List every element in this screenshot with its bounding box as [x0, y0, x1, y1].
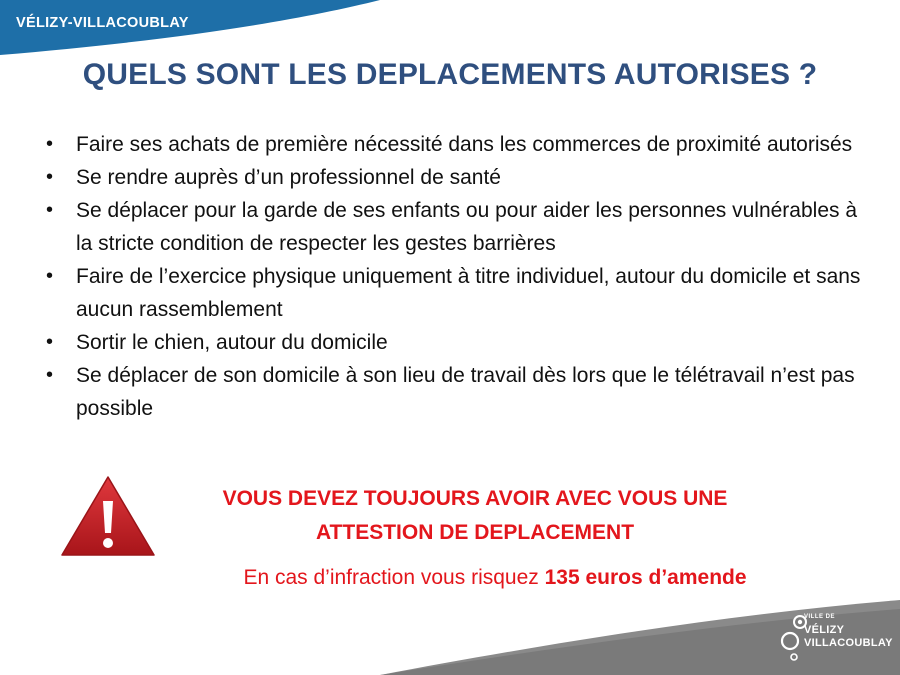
- bullet-icon: •: [46, 166, 54, 188]
- list-item: [40, 359, 870, 425]
- exclamation-triangle-icon: [60, 475, 156, 557]
- header-brand: VÉLIZY-VILLACOUBLAY: [16, 15, 189, 31]
- bullet-icon: •: [46, 199, 54, 221]
- fine-notice: [0, 566, 900, 590]
- warning-line-2: ATTESTION DE DEPLACEMENT: [315, 521, 635, 544]
- list-item: [40, 128, 870, 161]
- bullet-icon: •: [46, 331, 54, 353]
- fine-prefix: En cas d’infraction vous risquez: [243, 566, 545, 589]
- list-item-text: Faire de l’exercice physique uniquement à titre individuel, autour du domicile et sans aucun rassemblement: [76, 265, 861, 321]
- list-item: [40, 326, 870, 359]
- page-title: QUELS SONT LES DEPLACEMENTS AUTORISES ?: [82, 58, 818, 91]
- list-item: [40, 194, 870, 260]
- list-item-text: Se rendre auprès d’un professionnel de santé: [76, 166, 501, 189]
- list-item: [40, 161, 870, 194]
- list-item-text: Se déplacer de son domicile à son lieu de travail dès lors que le télétravail n’est pas possible: [76, 364, 855, 420]
- logo-small-text: VILLE DE: [804, 614, 836, 620]
- bullet-icon: •: [46, 133, 54, 155]
- bullet-icon: •: [46, 265, 54, 287]
- bullet-icon: •: [46, 364, 54, 386]
- list-item: [40, 260, 870, 326]
- list-item-text: Sortir le chien, autour du domicile: [76, 331, 388, 354]
- logo-line-2: VILLACOUBLAY: [804, 637, 893, 649]
- fine-amount: 135 euros d’amende: [544, 566, 747, 589]
- warning-line-1: VOUS DEVEZ TOUJOURS AVOIR AVEC VOUS UNE: [222, 487, 728, 510]
- list-item-text: Faire ses achats de première nécessité dans les commerces de proximité autorisés: [76, 133, 853, 156]
- list-item-text: Se déplacer pour la garde de ses enfants ou pour aider les personnes vulnérables à la stricte condition de respecter les gestes barrières: [76, 199, 858, 255]
- logo-line-1: VÉLIZY: [804, 624, 845, 636]
- bullet-list: [40, 128, 870, 425]
